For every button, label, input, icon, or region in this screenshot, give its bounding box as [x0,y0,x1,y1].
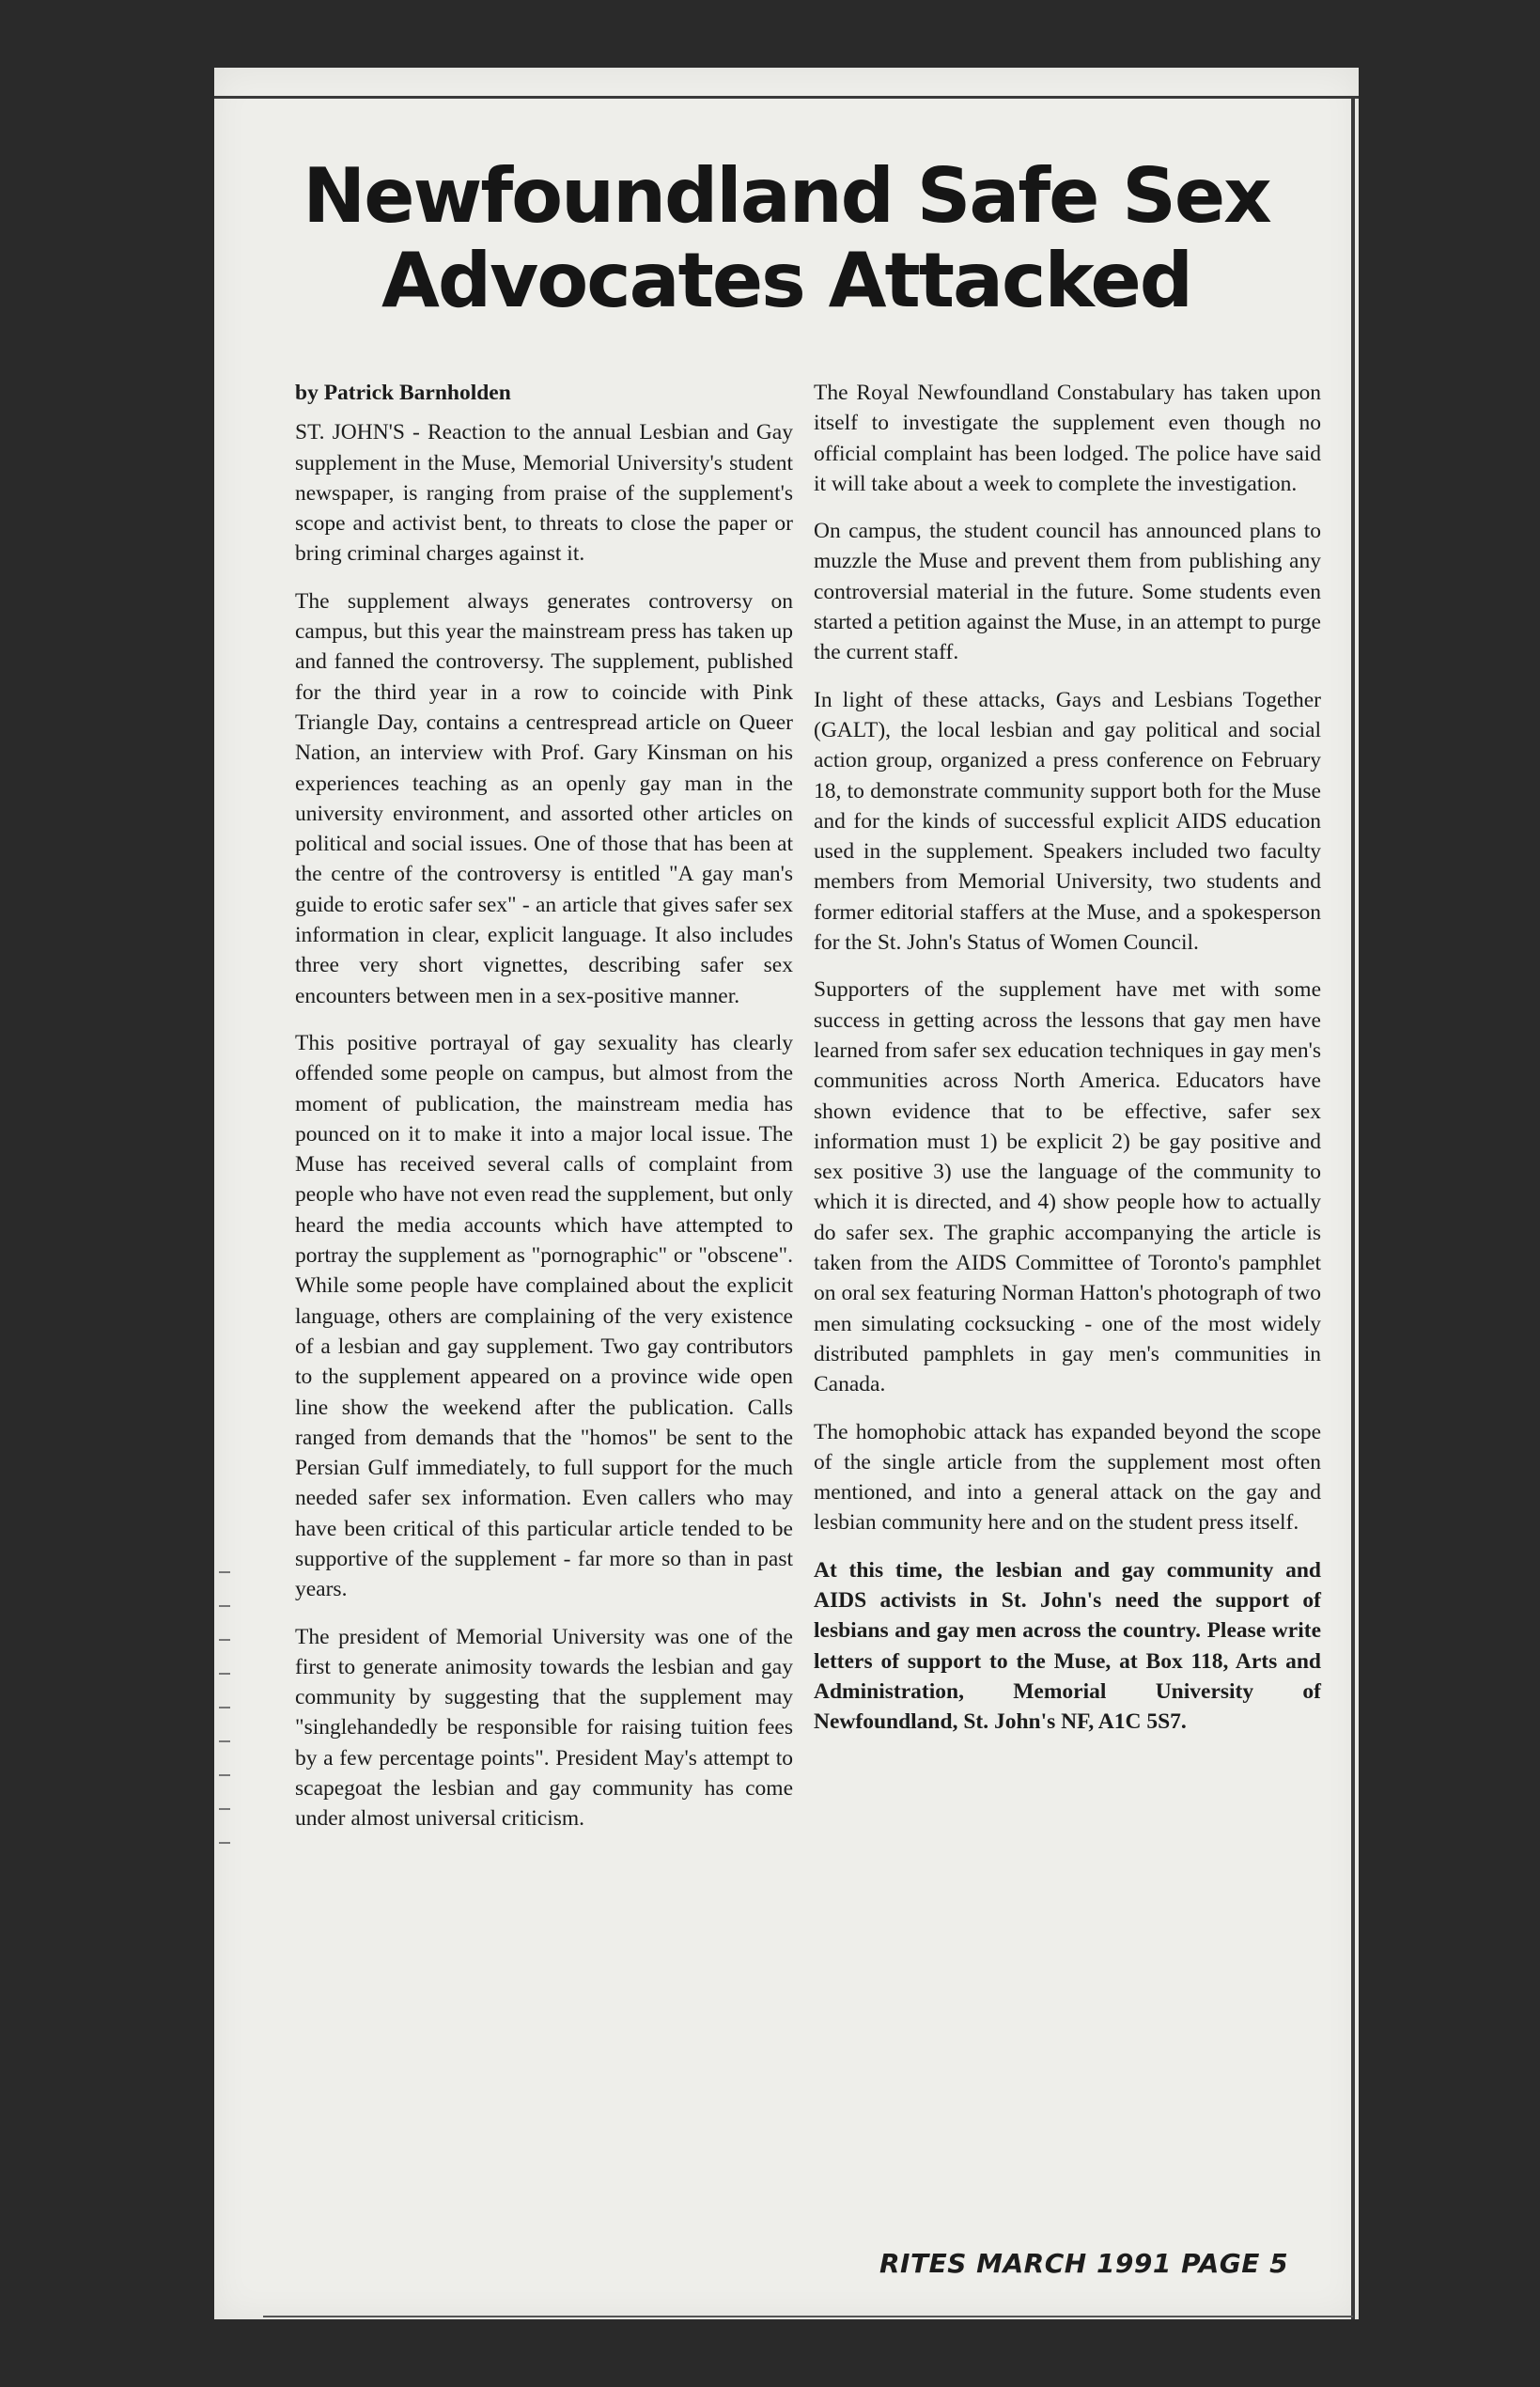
paragraph: This positive portrayal of gay sexuality has clearly offended some people on campus, but almost from the moment of publication, the mainstream media has pounced on it to make it into a major local issue. The Muse has received several calls of complaint from people who have not even read the supplement, but only heard the media accounts which have attempted to portray the supplement as "pornographic" or "obscene". While some people have complained about the explicit language, others are complaining of the very existence of a lesbian and gay supplement. Two gay contributors to the supplement appeared on a province wide open line show the weekend after the publication. Calls ranged from demands that the "homos" be sent to the Persian Gulf immediately, to full support for the much needed safer sex information. Even callers who may have been critical of this particular article tended to be supportive of the supplement - far more so than in past years. [295,1030,793,1602]
bottom-rule [263,2316,1353,2317]
headline [214,154,1359,323]
top-rule [214,96,1359,99]
paragraph: ST. JOHN'S - Reaction to the annual Lesbian and Gay supplement in the Muse, Memorial University's student newspaper, is ranging from praise of the supplement's scope and activist bent, to threats to close the paper or bring criminal charges against it. [295,420,793,567]
headline-line-1: Newfoundland Safe Sex [303,152,1270,240]
paragraph: The supplement always generates controversy on campus, but this year the mainstream press has taken up and fanned the controversy. The supplement, published for the third year in a row to coincide with Pink Triangle Day, contains a centrespread article on Queer Nation, an interview with Prof. Gary Kinsman on his experiences teaching as an openly gay man in the university environment, and assorted other articles on political and social issues. One of those that has been at the centre of the controversy is entitled "A gay man's guide to erotic safer sex" - an article that gives safer sex information in clear, explicit language. It also includes three very short vignettes, describing safer sex encounters between men in a sex-positive manner. [295,588,793,1008]
paragraph: The president of Memorial University was one of the first to generate animosity towards the lesbian and gay community by suggesting that the supplement may "singlehandedly be responsible for raising tuition fees by a few percentage points". President May's attempt to scapegoat the lesbian and gay community has come under almost universal criticism. [295,1624,793,1832]
left-column [295,378,793,1851]
publication-footer: RITES MARCH 1991 PAGE 5 [879,2248,1289,2279]
paragraph: Supporters of the supplement have met with some success in getting across the lessons that gay men have learned from safer sex education techniques in gay men's communities across North America. Educators have shown evidence that to be effective, safer sex information must 1) be explicit 2) be gay positive and sex positive 3) use the language of the community to which it is directed, and 4) show people how to actually do safer sex. The graphic accompanying the article is taken from the AIDS Committee of Toronto's pamphlet on oral sex featuring Norman Hatton's photograph of two men simulating cocksucking - one of the most widely distributed pamphlets in gay men's communities in Canada. [814,977,1321,1397]
right-column [814,378,1321,1754]
headline-line-2: Advocates Attacked [381,237,1192,324]
paragraph: In light of these attacks, Gays and Lesbians Together (GALT), the local lesbian and gay political and social action group, organized a press conference on February 18, to demonstrate community support both for the Muse and for the kinds of successful explicit AIDS education used in the supplement. Speakers included two faculty members from Memorial University, two students and former editorial staffers at the Muse, and a spokesperson for the St. John's Status of Women Council. [814,687,1321,956]
margin-marks [219,1571,238,1910]
appeal-paragraph: At this time, the lesbian and gay community and AIDS activists in St. John's need the support of lesbians and gay men across the country. Please write letters of support to the Muse, at Box 118, Arts and Administration, Memorial University of Newfoundland, St. John's NF, A1C 5S7. [814,1557,1321,1735]
byline: by Patrick Barnholden [295,381,511,405]
newspaper-page [214,68,1359,2319]
right-rule [1351,96,1355,2319]
paragraph: The Royal Newfoundland Constabulary has taken upon itself to investigate the supplement even though no official complaint has been lodged. The police have said it will take about a week to complete the investigation. [814,381,1321,496]
paragraph: On campus, the student council has announced plans to muzzle the Muse and prevent them from publishing any controversial material in the future. Some students even started a petition against the Muse, in an attempt to purge the current staff. [814,519,1321,665]
paragraph: The homophobic attack has expanded beyond the scope of the single article from the supplement most often mentioned, and into a general attack on the gay and lesbian community here and on the student press itself. [814,1419,1321,1536]
